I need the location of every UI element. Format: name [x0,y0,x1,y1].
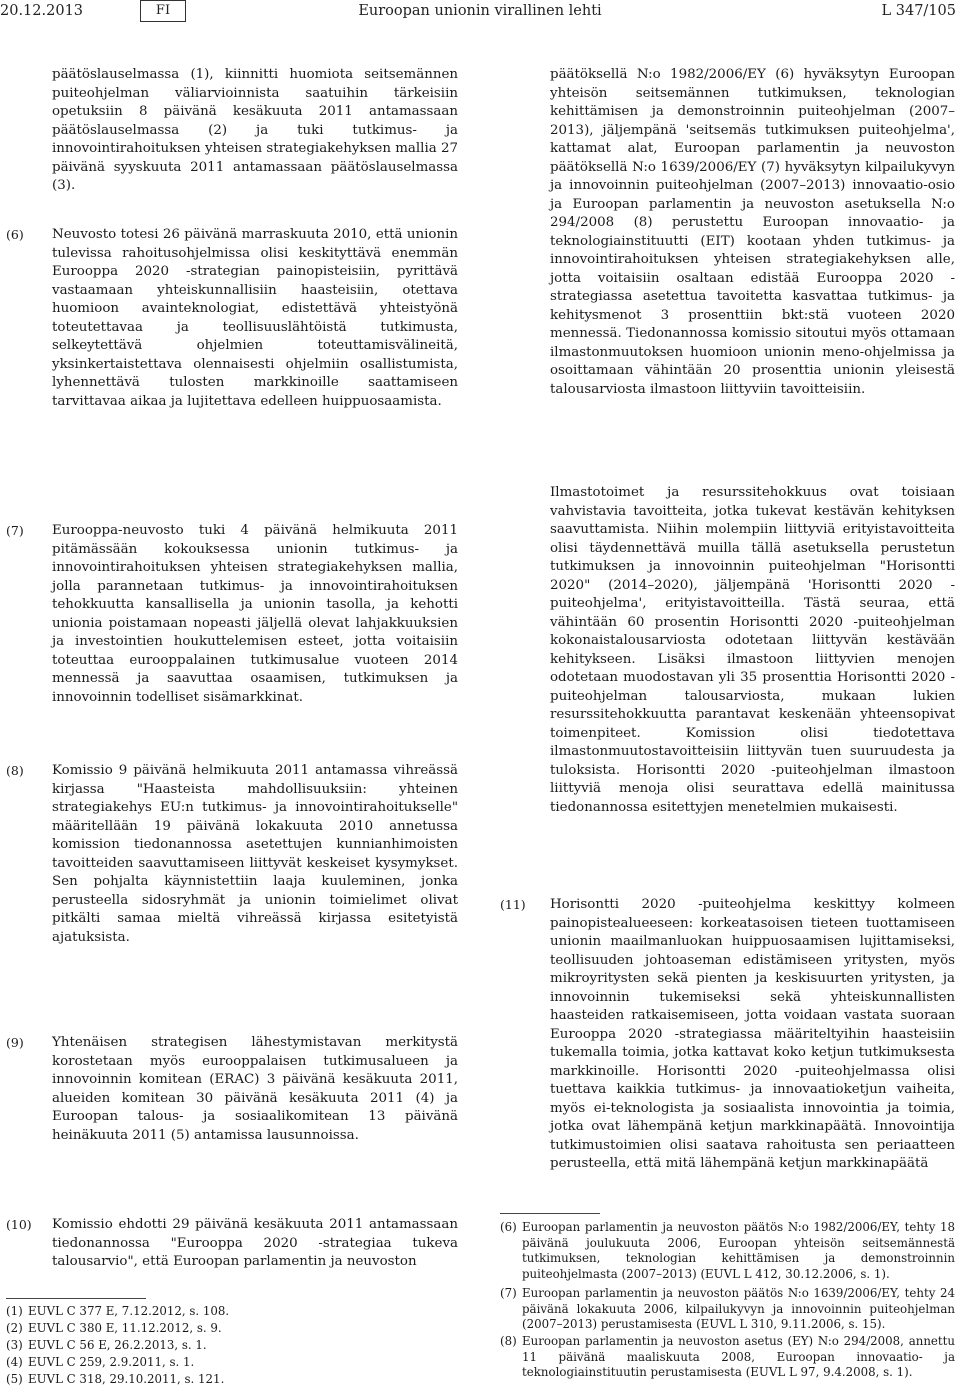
recital-number: (10) [6,1217,32,1232]
footnote-text: Euroopan parlamentin ja neuvoston asetus (EY) N:o 294/2008, annettu 11 päivänä maaliskuuta 2008, Euroopan innovaatio- ja teknologiainstituutin perustamisesta (EUVL L 97, 9.4.2008, s. 1). [522,1334,955,1379]
footnote-number: (3) [6,1338,23,1352]
footnote-text: EUVL C 380 E, 11.12.2012, s. 9. [28,1321,222,1335]
recital-number: (11) [500,897,526,912]
journal-title: Euroopan unionin virallinen lehti [358,3,602,19]
footnote-separator [500,1213,600,1214]
recital-number: (7) [6,523,24,538]
footnote-number: (7) [500,1286,517,1300]
footnote-number: (4) [6,1355,23,1369]
recital-text: Eurooppa-neuvosto tuki 4 päivänä helmikuuta 2011 pitämässään kokouksessa unionin tutkimus- ja innovointirahoituksen yhteisen strategiakehyksen mallia, jolla parannetaan tutkimus- ja innovointirahoituksen tehokkuutta kansallisella ja unionin tasolla, ja kehotti unionia poistamaan nopeasti jäljellä olevat lahjakkuuksien ja investointien houkuttelemisen esteet, jotta voitaisiin toteuttaa eurooppalainen tutkimusalue vuoteen 2014 mennessä ja saavuttaa osaamisen, tutkimuksen ja innovoinnin todelliset sisämarkkinat. [52,523,458,705]
footnote-number: (2) [6,1321,23,1335]
page-header [0,0,960,28]
footnotes-right [500,1220,955,1392]
footnote-number: (1) [6,1304,23,1318]
footnote-separator [6,1298,146,1299]
recital-text: Horisontti 2020 -puiteohjelma keskittyy kolmeen painopistealueeseen: korkeatasoisen tieteen tuottamiseen unionin maailmanluokan huippuosaamisen lujittamiseksi, teollisuuden johtoaseman edistämiseen yritysten, myös mikroyritysten sekä pienten ja keskisuurten yritysten, ja innovoinnin tukemiseksi sekä yhteiskunnallisten haasteiden ratkaisemiseen, jotta voidaan vastata suoraan Eurooppa 2020 -strategiassa määriteltyihin haasteisiin tukemalla toimia, jotka kattavat koko ketjun tutkimuksesta markkinoille. Horisontti 2020 -puiteohjelmassa olisi tuettava kaikkia tutkimus- ja innovaatioketjun vaiheita, myös ei-teknologista ja sosiaalista innovointia ja toimia, jotka ovat lähempänä ketjun markkinapäätä. Innovointija tutkimustoimien olisi saatava rahoitusta sen periaatteen perusteella, että mitä lähempänä ketjun markkinapäätä [550,897,955,1171]
footnote-number: (6) [500,1220,517,1234]
footnote-text: Euroopan parlamentin ja neuvoston päätös N:o 1639/2006/EY, tehty 24 päivänä lokakuuta 2006, kilpailukyvyn ja innovoinnin puiteohjelman (2007–2013) perustamisesta (EUVL L 310, 9.11.2006, s. 15). [522,1286,955,1331]
right-intro-paragraph: päätöksellä N:o 1982/2006/EY (6) hyväksytyn Euroopan yhteisön seitsemännen tutkimuksen, teknologian kehittämisen ja demonstroinnin puiteohjelman (2007–2013), jäljempänä 'seitsemäs tutkimuksen puiteohjelma', kattamat alat, Euroopan parlamentin ja neuvoston päätöksellä N:o 1639/2006/EY (7) hyväksytyn kilpailukyvyn ja innovoinnin puiteohjelman (2007–2013) innovaatio-osio ja Euroopan parlamentin ja neuvoston asetuksella N:o 294/2008 (8) perustettu Euroopan innovaatio- ja teknologiainstituutti (EIT) kootaan yhden tutkimus- ja innovointirahoituksen yhteisen strategiakehyksen alle, jotta voitaisiin osaltaan edistää Eurooppa 2020 -strategiassa asetettua tavoitetta kasvattaa tutkimus- ja kehitysmenot 3 prosenttiin bkt:stä vuoteen 2020 mennessä. Tiedonannossa komissio sitoutui myös ottamaan ilmastonmuutoksen huomioon unionin meno-ohjelmissa ja osoittamaan vähintään 20 prosenttia unionin yleisestä talousarviosta ilmastoon liittyviin tavoitteisiin. [550,67,955,397]
recital-text: Komissio ehdotti 29 päivänä kesäkuuta 2011 antamassaan tiedonannossa "Eurooppa 2020 -strategiaa tukeva talousarvio", että Euroopan parlamentin ja neuvoston [52,1217,458,1269]
page-reference: L 347/105 [881,3,956,19]
recital-number: (8) [6,763,24,778]
right-paragraph-2: Ilmastotoimet ja resurssitehokkuus ovat toisiaan vahvistavia tavoitteita, jotka tukevat kestävän kehityksen saavuttamista. Niihin molempiin liittyviä erityistavoitteita olisi täydennettävä muilla tällä asetuksella perustetun tutkimuksen ja innovoinnin puiteohjelman "Horisontti 2020" (2014–2020), jäljempänä 'Horisontti 2020 -puiteohjelma', erityistavoitteilla. Tästä seuraa, että vähintään 60 prosentin Horisontti 2020 -puiteohjelman kokonaistalousarviosta odotetaan liittyvän kestävään kehitykseen. Lisäksi ilmastoon liittyvien menojen odotetaan muodostavan yli 35 prosenttia Horisontti 2020 -puiteohjelman talousarviosta, mukaan lukien resurssitehokkuutta parantavat keskenään yhteensopivat toimenpiteet. Komission olisi tiedotettava ilmastonmuutostavoitteisiin liittyvän tuen suuruudesta ja tuloksista. Horisontti 2020 -puiteohjelman ilmastoon liittyviä menoja olisi seurattava edellä mainitussa tiedonannossa esitettyjen menetelmien mukaisesti. [550,485,955,815]
footnotes-left [6,1304,366,1394]
recital-text: Neuvosto totesi 26 päivänä marraskuuta 2010, että unionin tulevissa rahoitusohjelmissa olisi keskityttävä enemmän Eurooppa 2020 -strategian painopisteisiin, pyrittävä vastaamaan yhteiskunnallisiin haasteisiin, otettava huomioon avainteknologiat, edistettävä yhteistyönä toteutettavaa ja teollisuuslähtöistä tutkimusta, selkeytettävä ohjelmien toteuttamisvälineitä, yksinkertaistettava olennaisesti ohjelmiin osallistumista, lyhennettävä tulosten markkinoille saattamiseen tarvittavaa aikaa ja lujitettava edelleen huippuosaamista. [52,227,458,409]
recital-text: Komissio 9 päivänä helmikuuta 2011 antamassa vihreässä kirjassa "Haasteista mahdollisuuksiin: yhteinen strategiakehys EU:n tutkimus- ja innovointirahoitukselle" määritellään 19 päivänä lokakuuta 2010 annetussa komission tiedonannossa asetettujen kunnianhimoisten tavoitteiden saavuttamiseen liittyvät keskeiset kysymykset. Sen pohjalta käynnistettiin laaja kuuleminen, jonka perusteella sidosryhmät ja unionin toimielimet olivat pitkälti samaa mieltä vihreässä kirjassa esitetyistä ajatuksista. [52,763,458,945]
recital-number: (9) [6,1035,24,1050]
recital-number: (6) [6,227,24,242]
left-intro-paragraph: päätöslauselmassa (1), kiinnitti huomiota seitsemännen puiteohjelman väliarvioinnista saatuihin tärkeisiin opetuksiin 8 päivänä kesäkuuta 2011 antamassaan päätöslauselmassa (2) ja tuki tutkimus- ja innovointirahoituksen yhteisen strategiakehyksen mallia 27 päivänä syyskuuta 2011 antamassaan päätöslauselmassa (3). [52,67,459,193]
footnote-text: EUVL C 377 E, 7.12.2012, s. 108. [28,1304,230,1318]
recital-text: Yhtenäisen strategisen lähestymistavan merkitystä korostetaan myös eurooppalaisen tutkimusalueen ja innovoinnin komitean (ERAC) 3 päivänä kesäkuuta 2011, alueiden komitean 30 päivänä kesäkuuta 2011 (4) ja Euroopan talous- ja sosiaalikomitean 13 päivänä heinäkuuta 2011 (5) antamissa lausunnoissa. [52,1035,458,1143]
footnote-text: EUVL C 259, 2.9.2011, s. 1. [28,1355,195,1369]
language-badge: FI [140,0,186,22]
footnote-number: (8) [500,1334,517,1348]
footnote-text: EUVL C 56 E, 26.2.2013, s. 1. [28,1338,207,1352]
publication-date: 20.12.2013 [0,3,84,19]
footnote-text: Euroopan parlamentin ja neuvoston päätös N:o 1982/2006/EY, tehty 18 päivänä joulukuuta 2006, Euroopan yhteisön seitsemännestä tutkimuksen, teknologian kehittämisen ja demonstroinnin puiteohjelmasta (2007–2013) (EUVL L 412, 30.12.2006, s. 1). [522,1220,955,1281]
footnote-number: (5) [6,1372,23,1386]
footnote-text: EUVL C 318, 29.10.2011, s. 121. [28,1372,225,1386]
